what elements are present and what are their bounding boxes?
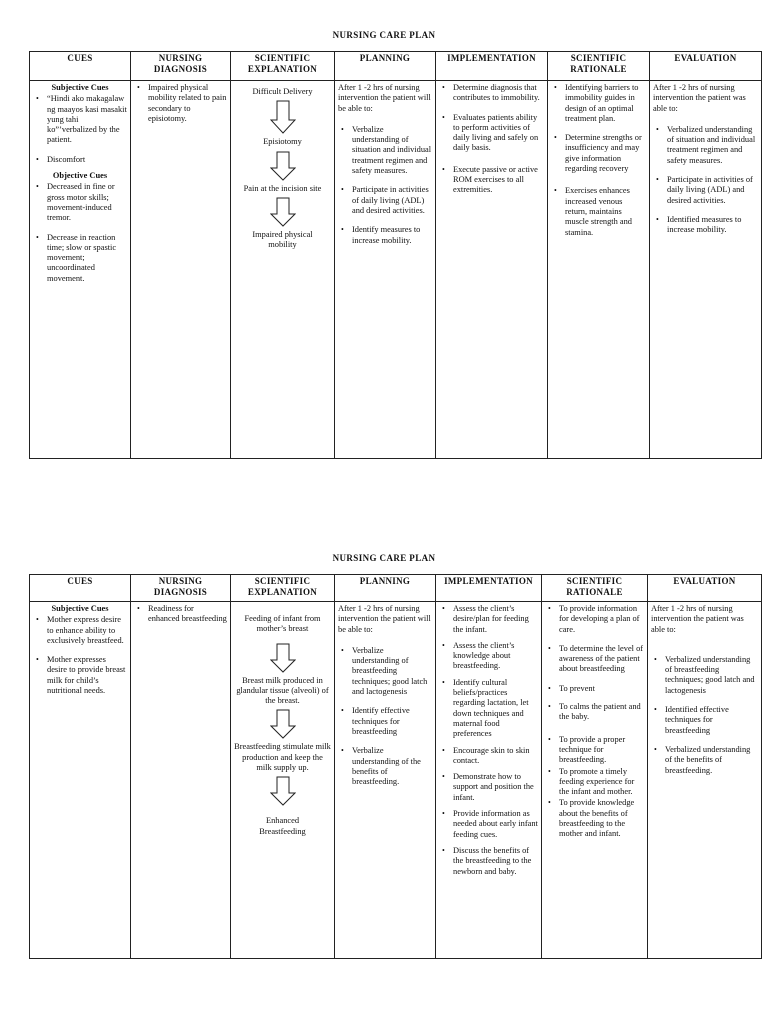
list-item: • Identifying barriers to immobility guides in design of an optimal treatment plan.	[565, 83, 646, 124]
planning-cell	[335, 602, 436, 959]
header-planning: PLANNING	[335, 575, 436, 602]
evaluation-cell	[650, 81, 762, 459]
list-item: • Decreased in fine or gross motor skills; movement-induced tremor.	[47, 182, 127, 223]
evaluation-cell	[648, 602, 762, 959]
list-item: • Determine diagnosis that contributes to immobility.	[453, 83, 544, 104]
list-item: • Verbalized understanding of situation and individual treatment regimen and safety measures.	[667, 125, 758, 166]
header-nursing-diagnosis: NURSING DIAGNOSIS	[131, 52, 231, 81]
implementation-cell	[436, 81, 548, 459]
plan1-title: NURSING CARE PLAN	[332, 30, 436, 40]
list-item: • To promote a timely feeding experience for the infant and mother.	[559, 767, 644, 798]
subjective-cues-heading: Subjective Cues	[51, 604, 109, 613]
list-item: • Demonstrate how to support and position the infant.	[453, 772, 538, 803]
rationale-cell	[548, 81, 650, 459]
list-item: • Identified effective techniques for breastfeeding	[665, 705, 758, 736]
list-item: • To provide knowledge about the benefits of breastfeeding to the mother and infant.	[559, 798, 644, 839]
plan2-table	[29, 574, 762, 959]
list-item: • To calms the patient and the baby.	[559, 702, 644, 723]
flow-step: Pain at the incision site	[243, 183, 322, 193]
list-item: • To provide a proper technique for breastfeeding.	[559, 735, 644, 766]
down-arrow-icon	[270, 151, 296, 181]
down-arrow-icon	[270, 776, 296, 806]
header-evaluation: EVALUATION	[648, 575, 762, 602]
list-item: • Decrease in reaction time; slow or spastic movement; uncoordinated movement.	[47, 233, 127, 284]
list-item: • Determine strengths or insufficiency and may give information regarding recovery	[565, 133, 646, 174]
header-cues: CUES	[30, 575, 131, 602]
subjective-cues-heading: Subjective Cues	[51, 83, 109, 92]
down-arrow-icon	[270, 197, 296, 227]
list-item: • Identify effective techniques for breastfeeding	[352, 706, 432, 737]
flow-step: Episiotomy	[263, 137, 302, 147]
header-scientific-rationale: SCIENTIFIC RATIONALE	[548, 52, 650, 81]
header-planning: PLANNING	[335, 52, 436, 81]
list-item: • Discomfort	[47, 155, 127, 165]
list-item: • Assess the client’s desire/plan for feeding the infant.	[453, 604, 538, 635]
flow-step: Feeding of infant from mother’s breast	[244, 614, 321, 634]
list-item: • Verbalized understanding of the benefits of breastfeeding.	[665, 745, 758, 776]
header-scientific-rationale: SCIENTIFIC RATIONALE	[542, 575, 648, 602]
list-item: • To prevent	[559, 684, 644, 694]
flow-step: Breast milk produced in glandular tissue (alveoli) of the breast.	[236, 675, 329, 706]
evaluation-intro: After 1 -2 hrs of nursing intervention the patient was able to:	[651, 604, 744, 634]
header-scientific-explanation: SCIENTIFIC EXPLANATION	[231, 52, 335, 81]
flow-step: Enhanced Breastfeeding	[259, 816, 306, 836]
diagnosis-cell	[131, 81, 231, 459]
explanation-flow	[231, 602, 335, 959]
header-scientific-explanation: SCIENTIFIC EXPLANATION	[231, 575, 335, 602]
list-item: • Mother expresses desire to provide breast milk for child’s nutritional needs.	[47, 655, 127, 696]
implementation-cell	[436, 602, 542, 959]
list-item: • Verbalize understanding of the benefits of breastfeeding.	[352, 746, 432, 787]
list-item: • Verbalized understanding of breastfeeding techniques; good latch and lactogenesis	[665, 655, 758, 696]
evaluation-intro: After 1 -2 hrs of nursing intervention the patient was able to:	[653, 83, 746, 113]
flow-step: Breastfeeding stimulate milk production and keep the milk supply up.	[234, 742, 331, 773]
header-evaluation: EVALUATION	[650, 52, 762, 81]
plan1-table	[29, 51, 762, 459]
list-item: • Execute passive or active ROM exercises to all extremities.	[453, 165, 544, 196]
header-nursing-diagnosis: NURSING DIAGNOSIS	[131, 575, 231, 602]
cues-cell	[30, 602, 131, 959]
list-item: • Encourage skin to skin contact.	[453, 746, 538, 767]
down-arrow-icon	[270, 643, 296, 673]
cues-cell	[30, 81, 131, 459]
rationale-cell	[542, 602, 648, 959]
list-item: • Provide information as needed about early infant feeding cues.	[453, 809, 538, 840]
flow-step: Impaired physical mobility	[252, 229, 313, 250]
list-item: • Identify measures to increase mobility.	[352, 225, 432, 246]
list-item: • Evaluates patients ability to perform activities of daily living and safely on daily basis.	[453, 113, 544, 154]
flow-step: Difficult Delivery	[252, 87, 313, 96]
list-item: • Verbalize understanding of breastfeeding techniques; good latch and lactogenesis	[352, 646, 432, 697]
planning-intro: After 1 -2 hrs of nursing intervention the patient will be able to:	[338, 604, 431, 634]
down-arrow-icon	[270, 709, 296, 739]
list-item: • Identified measures to increase mobility.	[667, 215, 758, 236]
list-item: • Assess the client’s knowledge about breastfeeding.	[453, 641, 538, 672]
list-item: • Participate in activities of daily living (ADL) and desired activities.	[352, 185, 432, 216]
diagnosis-cell	[131, 602, 231, 959]
list-item: • Verbalize understanding of situation and individual treatment regimen and safety measures.	[352, 125, 432, 176]
explanation-flow	[231, 81, 335, 459]
down-arrow-icon	[270, 100, 296, 134]
list-item: • Discuss the benefits of the breastfeeding to the newborn and baby.	[453, 846, 538, 877]
list-item: • Mother express desire to enhance ability to exclusively breastfeed.	[47, 615, 127, 646]
list-item: • “Hindi ako makagalaw ng maayos kasi masakit yung tahi ko”’verbalized by the patient.	[47, 94, 127, 145]
planning-intro: After 1 -2 hrs of nursing intervention the patient will be able to:	[338, 83, 431, 113]
objective-cues-heading: Objective Cues	[52, 171, 108, 181]
list-item: • Exercises enhances increased venous return, maintains muscle strength and stamina.	[565, 186, 646, 237]
list-item: • Impaired physical mobility related to pain secondary to episiotomy.	[148, 83, 227, 124]
header-implementation: IMPLEMENTATION	[436, 575, 542, 602]
list-item: • Participate in activities of daily living (ADL) and desired activities.	[667, 175, 758, 206]
header-cues: CUES	[30, 52, 131, 81]
planning-cell	[335, 81, 436, 459]
list-item: • To determine the level of awareness of the patient about breastfeeding	[559, 644, 644, 675]
list-item: • Identify cultural beliefs/practices regarding lactation, let down techniques and maternal food preferences	[453, 678, 538, 740]
plan2-title: NURSING CARE PLAN	[332, 553, 436, 563]
list-item: • Readiness for enhanced breastfeeding	[148, 604, 227, 625]
header-implementation: IMPLEMENTATION	[436, 52, 548, 81]
list-item: • To provide information for developing a plan of care.	[559, 604, 644, 635]
